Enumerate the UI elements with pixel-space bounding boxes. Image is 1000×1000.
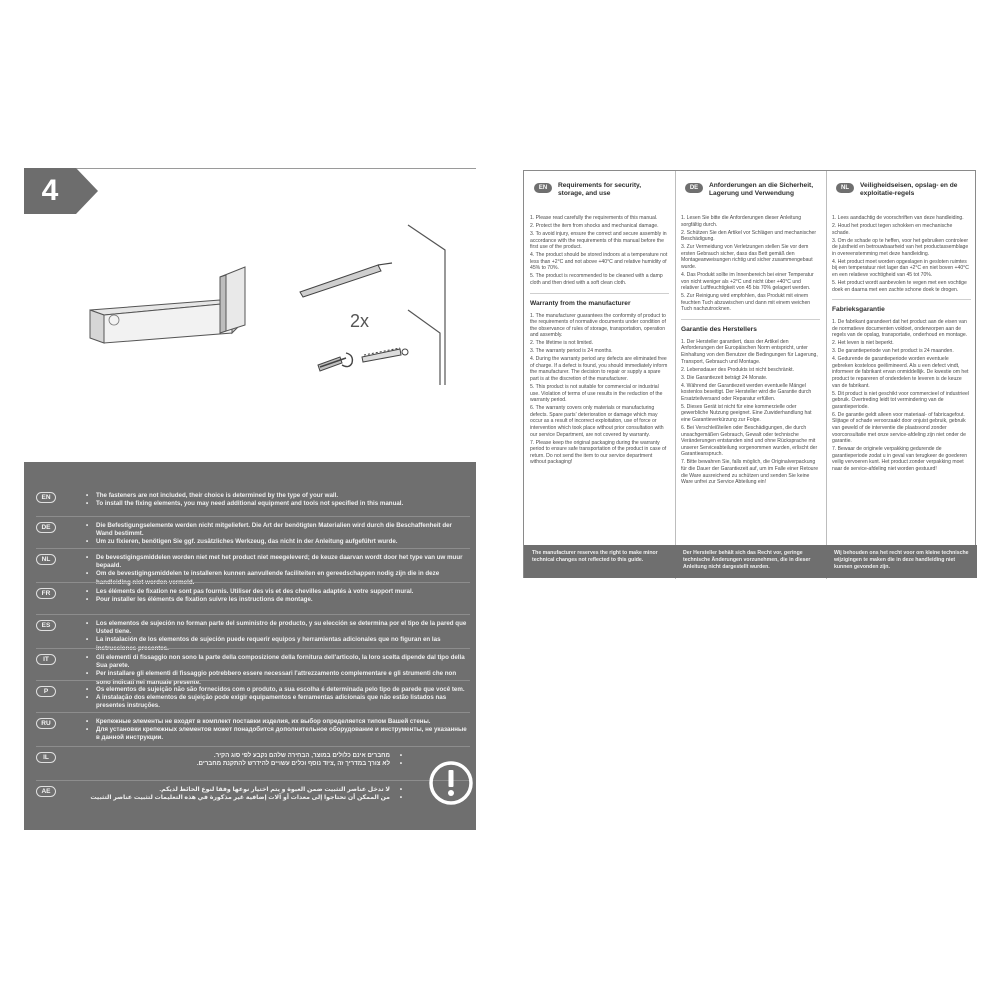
notice-bullet: • Крепежные элементы не входят в комплект поставки изделия, их выбор определяется типом Вашей стены. bbox=[86, 718, 470, 726]
warranty-title: Warranty from the manufacturer bbox=[530, 293, 669, 313]
notice-bullet: • Die Befestigungselemente werden nicht mitgeliefert. Die Art der benötigten Materialien wird durch die Beschaffenheit der Wand bestimmt. bbox=[86, 522, 470, 538]
warranty-item: 5. This product is not suitable for commercial or industrial use. Violation of terms of use results in the reduction of the warranty period. bbox=[530, 384, 663, 404]
requirement-item: 2. Houd het product tegen schokken en mechanische schade. bbox=[832, 222, 953, 236]
warranty-item: 7. Please keep the original packaging during the warranty period to ensure safe transportation of the product in case of return. Do not send the item to our service department without packaging! bbox=[530, 439, 667, 466]
requirement-item: 1. Please read carefully the requirements of this manual. bbox=[530, 215, 658, 221]
assembly-illustration bbox=[70, 215, 490, 405]
notice-bullet: • Los elementos de sujeción no forman parte del suministro de producto, y su elección se determina por el tipo de la pared que Usted tiene. bbox=[86, 620, 470, 636]
fasteners-notice-panel bbox=[24, 462, 476, 830]
requirement-item: 3. Om de schade op te heffen, voor het gebruiken controleer de juistheid en betrouwbaarheid van het productassemblage in overeenstemming met deze handleiding. bbox=[832, 237, 969, 257]
requirement-item: 4. Das Produkt sollte im Innenbereich bei einer Temperatur von nicht weniger als +2°C und nicht über +40°C und relativer Luftfeuchtigkeit von 45 bis 70% gelagert werden. bbox=[681, 271, 814, 292]
notice-separator bbox=[36, 548, 470, 549]
notice-bullet: • De bevestigingsmiddelen worden niet met het product niet meegeleverd; de keuze daarvan wordt door het type van uw muur bepaald. bbox=[86, 554, 470, 570]
requirement-item: 1. Lesen Sie bitte die Anforderungen dieser Anleitung sorgfältig durch. bbox=[681, 215, 802, 228]
warranty-list bbox=[832, 319, 971, 472]
requirement-item: 5. The product is recommended to be cleaned with a damp cloth and then dried with a soft clean cloth. bbox=[530, 273, 663, 286]
warranty-item: 1. De fabrikant garandeert dat het product aan de eisen van de normatieve documenten voldoet, onderworpen aan de regels van de opslag, transportatie, onderhoud en montage. bbox=[832, 319, 968, 339]
requirements-list bbox=[832, 215, 971, 293]
notice-bullet: • Om de bevestigingsmiddelen te installeren kunnen aanvullende faciliteiten en gereedschappen nodig zijn die in deze handleiding niet worden vermeld. bbox=[86, 570, 470, 586]
warranty-item: 7. Bewaar de originele verpakking gedurende de garantieperiode zodat u in geval van terugkeer de goederen veilig vervoeren kunt. Het product zonder verpakking moet naar de service-afdeling niet worden gestuurd! bbox=[832, 446, 968, 472]
warranty-item: 5. Dieses Gerät ist nicht für eine kommerzielle oder gewerbliche Nutzung geeignet. Eine Zuwiderhandlung hat eine Garantieverkürzung zur Folge. bbox=[681, 403, 812, 423]
wall-drawing bbox=[408, 225, 445, 385]
notice-text bbox=[86, 686, 470, 711]
notice-separator bbox=[36, 582, 470, 583]
notice-bullet: • Для установки крепежных элементов может понадобится дополнительное оборудование и инструменты, не указанные в данной инструкции. bbox=[86, 726, 470, 742]
requirement-item: 4. Het product moet worden opgeslagen in gesloten ruimtes bij een temperatuur niet lager dan +2°C en niet boven +40°C en een relatieve vochtigheid van 45 tot 70%. bbox=[832, 258, 969, 278]
step-badge bbox=[24, 168, 76, 214]
language-code-badge: FR bbox=[36, 588, 56, 599]
notice-bullet: • لا تدخل عناصر التثبيت ضمن العبوة و يتم اختيار نوعها وفقا لنوع الحائط لديكم. bbox=[86, 786, 470, 794]
warranty-item: 7. Bitte bewahren Sie, falls möglich, die Originalverpackung für die Dauer der Garantiezeit auf, um im Falle einer Retoure die Ware ausreichend zu schützen und senden Sie keine Ware unfrei zur Service Abteilung ein! bbox=[681, 459, 819, 486]
warranty-item: 1. Der Hersteller garantiert, dass der Artikel den Anforderungen der Europäischen Norm entspricht, unter Einhaltung von den Benutzer die Bedingungen für Lagerung, Transport, Gebrauch und Montage. bbox=[681, 338, 818, 365]
notice-separator bbox=[36, 746, 470, 747]
language-code-badge: P bbox=[36, 686, 56, 697]
notice-separator bbox=[36, 680, 470, 681]
shelf-drawing bbox=[90, 267, 245, 343]
notice-text bbox=[86, 752, 470, 768]
warranty-title: Fabrieksgarantie bbox=[832, 299, 971, 319]
language-code-badge: RU bbox=[36, 718, 56, 729]
screw-drawing bbox=[318, 348, 408, 371]
column-nl bbox=[826, 179, 977, 544]
notice-text bbox=[86, 654, 470, 687]
language-code-badge: NL bbox=[36, 554, 56, 565]
language-code-badge: EN bbox=[534, 183, 552, 193]
quantity-label: 2x bbox=[350, 311, 370, 331]
notice-separator bbox=[36, 648, 470, 649]
warranty-item: 2. Lebensdauer des Produkts ist nicht beschränkt. bbox=[681, 366, 794, 373]
requirement-item: 5. Het product wordt aanbevolen te vegen met een vochtige doek en daarna met een zachte schone doek te drogen. bbox=[832, 279, 967, 293]
column-de bbox=[675, 179, 826, 544]
warranty-item: 4. During the warranty period any defects are eliminated free of charge. If a defect is found, you should immediately inform the manufacturer. The decision to repair or supply a spare part is at the discretion of the manufacturer. bbox=[530, 356, 668, 383]
warranty-list bbox=[530, 313, 669, 466]
notice-bullet: • Pour installer les éléments de fixation suivre les instructions de montage. bbox=[86, 596, 470, 604]
language-code-badge: IL bbox=[36, 752, 56, 763]
notice-separator bbox=[36, 712, 470, 713]
notice-bullet: • Gli elementi di fissaggio non sono la parte della composizione della fornitura dell'articolo, la loro scelta dipende dal tipo della Sua parete. bbox=[86, 654, 470, 670]
notice-separator bbox=[36, 614, 470, 615]
language-code-badge: DE bbox=[36, 522, 56, 533]
warranty-item: 4. Gedurende de garantieperiode worden eventuele gebreken kosteloos geëlimineerd. Als u een defect vindt, informeer de fabrikant ervan onmiddellijk. De kwestie om het product te repareren of onderdelen te leveren is de keuze van de fabrikant. bbox=[832, 356, 969, 389]
requirements-page bbox=[523, 170, 976, 578]
warranty-item: 2. Het leven is niet beperkt. bbox=[832, 340, 894, 347]
footer-note-nl: Wij behouden ons het recht voor om kleine technische wijzigingen te maken die in deze handleiding niet kunnen gevonden zijn. bbox=[826, 545, 977, 578]
language-code-badge: IT bbox=[36, 654, 56, 665]
notice-text bbox=[86, 718, 470, 743]
notice-text bbox=[86, 786, 470, 802]
notice-separator bbox=[36, 516, 470, 517]
footer-note-en: The manufacturer reserves the right to make minor technical changes not reflected to this guide. bbox=[524, 545, 675, 578]
notice-bullet: • To install the fixing elements, you may need additional equipment and tools not specified in this manual. bbox=[86, 500, 470, 508]
notice-text bbox=[86, 522, 470, 547]
warranty-item: 2. The lifetime is not limited. bbox=[530, 340, 594, 347]
warranty-item: 4. Während der Garantiezeit werden eventuelle Mängel kostenlos beseitigt. Der Hersteller wird die Garantie durch Ersatzteilversand oder Reparatur erfüllen. bbox=[681, 382, 812, 402]
warranty-item: 3. De garantieperiode van het product is 24 maanden. bbox=[832, 348, 954, 355]
column-header bbox=[681, 179, 820, 215]
requirement-item: 4. The product should be stored indoors at a temperature not less than +2°C and not above +40°C and relative humidity of 45% to 70%. bbox=[530, 252, 668, 272]
language-code-badge: NL bbox=[836, 183, 854, 193]
warranty-item: 6. De garantie geldt alleen voor materiaal- of fabricagefout. Slijtage of schade veroorzaakt door onjuist gebruik, gebruik van geweld of de interventie die plaatsvond zonder voorconsultatie met onze service-afdeling zijn niet onder de garantie. bbox=[832, 411, 966, 445]
notice-bullet: • من الممكن أن تحتاجوا إلى معدات أو آلات إضافية غير مذكورة في هذه التعليمات لتثبيت عناصر التثبيت bbox=[86, 794, 470, 802]
language-code-badge: DE bbox=[685, 183, 703, 193]
warranty-item: 1. The manufacturer guarantees the conformity of product to the requirements of normative documents under condition of the observance of rules of storage, transportation, operation and assembly. bbox=[530, 312, 666, 339]
language-code-badge: EN bbox=[36, 492, 56, 503]
requirements-list bbox=[681, 215, 820, 313]
warranty-title: Garantie des Herstellers bbox=[681, 319, 820, 339]
dowel-drawing bbox=[300, 263, 392, 297]
notice-separator bbox=[36, 780, 470, 781]
warranty-item: 3. The warranty period is 24 months. bbox=[530, 348, 613, 355]
language-code-badge: AE bbox=[36, 786, 56, 797]
warranty-item: 6. Bei Verschleißteilen oder Beschädigungen, die durch unsachgemäßen Gebrauch, Gewalt oder technische Veränderungen entstanden sind und ohne Rücksprache mit unserer Serviceabteilung vorgenommen wurden, erlischt der Garantieanspruch. bbox=[681, 424, 818, 458]
notice-bullet: • Les éléments de fixation ne sont pas fournis. Utiliser des vis et des chevilles adaptés à votre support mural. bbox=[86, 588, 470, 596]
requirement-item: 2. Protect the item from shocks and mechanical damage. bbox=[530, 222, 659, 229]
section-title: Anforderungen an die Sicherheit, Lagerung und Verwendung bbox=[709, 182, 814, 198]
warning-icon bbox=[428, 760, 474, 806]
requirement-item: 5. Zur Reinigung wird empfohlen, das Produkt mit einem feuchten Tuch abzuwischen und dann mit einem weichen Tuch nachzutrocknen. bbox=[681, 293, 811, 313]
column-header bbox=[832, 179, 971, 215]
column-en bbox=[524, 179, 675, 544]
footer-note-de: Der Hersteller behält sich das Recht vor, geringe technische Änderungen vorzunehmen, die in dieser Anleitung nicht dargestellt wurden. bbox=[675, 545, 826, 578]
warranty-item: 6. The warranty covers only materials or manufacturing defects. Spare parts' deterioration or damage which may occur as a result of incorrect exploitation, use of force or intervention which took place without prior consultation with our service Department, are not covered by warranty. bbox=[530, 405, 664, 438]
requirements-list bbox=[530, 215, 669, 287]
warranty-item: 3. Die Garantiezeit beträgt 24 Monate. bbox=[681, 374, 768, 381]
language-code-badge: ES bbox=[36, 620, 56, 631]
notice-bullet: • Per installare gli elementi di fissaggio potrebbero essere necessari l'attrezzamento complementare e gli strumenti che non sono indicati nel manuale presente. bbox=[86, 670, 470, 686]
notice-bullet: • מחברים אינם כלולים במוצר, הבחירה שלהם נקבע לפי סוג הקיר. bbox=[86, 752, 470, 760]
notice-bullet: • La instalación de los elementos de sujeción puede requerir equipos y herramientas adicionales que no figuran en las instrucciones presentes. bbox=[86, 636, 470, 652]
notice-bullet: • A instalação dos elementos de sujeição pode exigir equipamentos e ferramentas adicionais que não estão listados nas presentes instruções. bbox=[86, 694, 470, 710]
notice-bullet: • Os elementos de sujeição não são fornecidos com o produto, a sua escolha é determinada pelo tipo de parede que você tem. bbox=[86, 686, 470, 694]
notice-bullet: • Um zu fixieren, benötigen Sie ggf. zusätzliches Werkzeug, das nicht in der Anleitung aufgeführt wurde. bbox=[86, 538, 470, 546]
requirement-item: 2. Schützen Sie den Artikel vor Schlägen und mechanischer Beschädigung. bbox=[681, 229, 817, 243]
notice-bullet: • לא צורך במדריך זה ,ציוד נוסף וכלים עשויים להידרש להתקנת מחברים. bbox=[86, 760, 470, 768]
column-header bbox=[530, 179, 669, 215]
requirement-item: 1. Lees aandachtig de voorschriften van deze handleiding. bbox=[832, 215, 964, 221]
step-number: 4 bbox=[41, 174, 59, 207]
section-title: Requirements for security, storage, and use bbox=[558, 182, 642, 198]
section-title: Veiligheidseisen, opslag- en de exploitatie-regels bbox=[860, 182, 958, 198]
warranty-list bbox=[681, 339, 820, 486]
notice-text bbox=[86, 588, 470, 604]
notice-text bbox=[86, 492, 470, 508]
warranty-item: 5. Dit product is niet geschikt voor commercieel of industrieel gebruik. Overtreding leidt tot vermindering van de garantieperiode. bbox=[832, 390, 970, 410]
requirement-item: 3. To avoid injury, ensure the correct and secure assembly in accordance with the requirements of this manual before the first use of the product. bbox=[530, 230, 667, 251]
notice-bullet: • The fasteners are not included, their choice is determined by the type of your wall. bbox=[86, 492, 470, 500]
requirement-item: 3. Zur Vermeidung von Verletzungen stellen Sie vor dem ersten Gebrauch sicher, dass das Bett gemäß den Montageanweisungen richtig und sicher zusammengebaut wurde. bbox=[681, 244, 813, 270]
